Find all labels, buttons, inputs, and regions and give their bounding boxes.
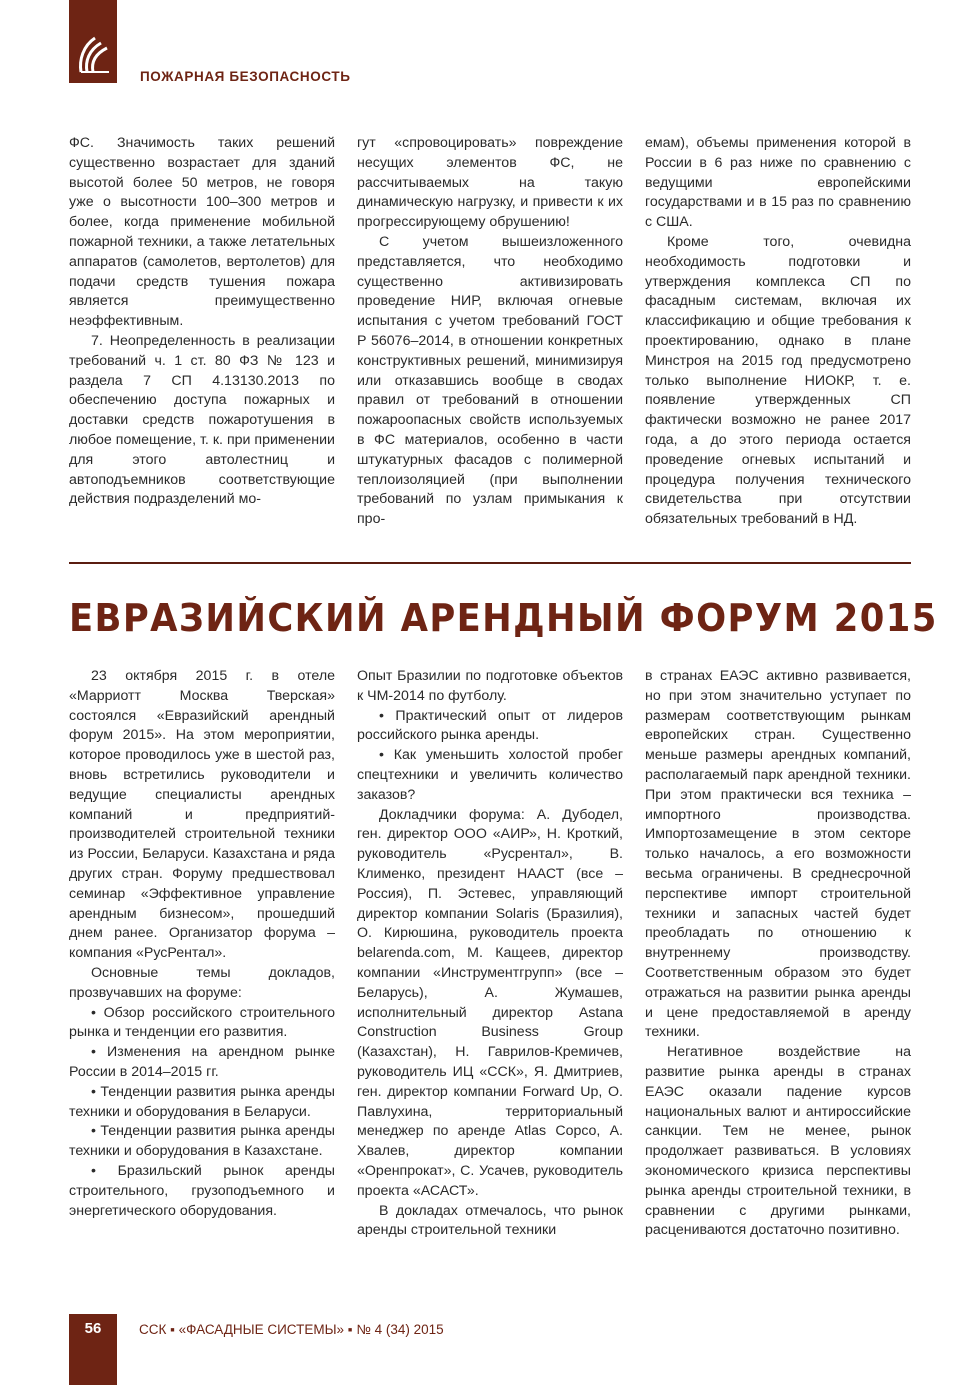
- paragraph: ФС. Значимость таких решений существенно возрастает для зданий высотой более 50 метров, не говоря уже о высотности 100–300 метров и более, когда применение мобильной пожарной техники, а также летательных аппаратов (самолетов, вертолетов) для подачи средств тушения пожара является преимущественно неэффективным.: [69, 135, 335, 330]
- bullet-item: • Тенденции развития рынка аренды техники и оборудования в Казахстане.: [69, 1123, 335, 1160]
- paragraph: гут «спровоцировать» повреждение несущих элементов ФС, не рассчитываемых на такую динамическую нагрузку, и привести к их прогрессирующему обрушению!: [357, 135, 623, 231]
- publication-info: ССК ▪ «ФАСАДНЫЕ СИСТЕМЫ» ▪ № 4 (34) 2015: [139, 1322, 444, 1337]
- top-article-columns: [69, 134, 911, 530]
- paragraph: емам), объемы применения которой в России в 6 раз ниже по сравнению с ведущими европейскими государствами и в 15 раз по сравнению с США.: [645, 135, 911, 231]
- article-column-1: [69, 667, 335, 1241]
- section-label: ПОЖАРНАЯ БЕЗОПАСНОСТЬ: [140, 69, 351, 84]
- bullet-item: • Тенденции развития рынка аренды техники и оборудования в Беларуси.: [69, 1083, 335, 1120]
- paragraph: Негативное воздействие на развитие рынка аренды в странах ЕАЭС оказали падение курсов национальных валют и антироссийские санкции. Тем не менее, рынок продолжает развиваться. В условиях экономического кризиса перспективы рынка аренды строительной техники, в сравнении с другими рынками, расцениваются достаточно позитивно.: [645, 1044, 911, 1239]
- article-column-3: [645, 667, 911, 1241]
- paragraph: в странах ЕАЭС активно развивается, но при этом значительно уступает по размерам соответствующим рынкам европейских стран. Существенно меньше размеры арендных компаний, располагаемый парк арендной техники. При этом практически вся техника – импортного производства. Импортозамещение в этом секторе только началось, а его возможности весьма ограничены. В среднесрочной перспективе импорт строительной техники и запасных частей будет преобладать по отношению к внутреннему производству. Соответственным образом это будет отражаться на развитии рынка аренды и цене предоставляемой в аренду техники.: [645, 668, 911, 1041]
- paragraph: 7. Неопределенность в реализации требований ч. 1 ст. 80 ФЗ № 123 и раздела 7 СП 4.13130.2013 по обеспечению доступа пожарных и доставки средств пожаротушения в любое помещение, т. к. при применении для этого автолестниц и автоподъемников соответствующие действия подразделений мо-: [69, 332, 335, 508]
- article-title: ЕВРАЗИЙСКИЙ АРЕНДНЫЙ ФОРУМ 2015: [69, 596, 938, 640]
- bullet-item: • Как уменьшить холостой пробег спецтехники и увеличить количество заказов?: [357, 747, 623, 803]
- paragraph: Кроме того, очевидна необходимость подготовки и утверждения комплекса СП по фасадным системам, включая их классификацию и общие требования к проектированию, однако в плане Минстроя на 2015 год предусмотрено только выполнение НИОКР, т. е. появление утвержденных СП фактически возможно не ранее 2017 года, а до этого периода остается проведение огневых испытаний и процедура получения технического свидетельства при отсутствии обязательных требований в НД.: [645, 233, 911, 528]
- top-column-2: [357, 134, 623, 530]
- paragraph: С учетом вышеизложенного представляется, что необходимо существенно активизировать проведение НИР, включая огневые испытания с учетом требований ГОСТ Р 56076–2014, в отношении конкретных конструктивных решений, минимизируя или отказавшись вообще в сводах правил от требований в отношении пожароопасных свойств используемых в ФС материалов, особенно в части штукатурных фасадов с полимерной теплоизоляцией (при выполнении требований по узлам примыкания к про-: [357, 233, 623, 528]
- top-column-1: [69, 134, 335, 530]
- paragraph: Докладчики форума: А. Дубодел, ген. директор ООО «АИР», Н. Кроткий, руководитель «Русрентал», В. Клименко, президент НААСТ (все – Россия), П. Эстевес, управляющий директор компании Solaris (Бразилия), О. Кирюшина, руководитель проекта belarenda.com, М. Кащеев, директор компании «Инструментгрупп» (все – Беларусь), А. Жумашев, исполнительный директор Astana Construction Business Group (Казахстан), Н. Гаврилов-Кремичев, руководитель ИЦ «ССК», Я. Дмитриев, ген. директор компании Forward Up, О. Павлухина, территориальный менеджер по аренде Atlas Copco, А. Хвалев, директор компании «Оренпрокат», С. Усачев, руководитель проекта «АСАСТ».: [357, 806, 623, 1199]
- facade-logo-icon: [75, 34, 113, 76]
- top-column-3: [645, 134, 911, 530]
- bullet-item: • Изменения на арендном рынке России в 2014–2015 гг.: [69, 1044, 335, 1080]
- page-number: 56: [84, 1320, 102, 1337]
- paragraph: Основные темы докладов, прозвучавших на форуме:: [69, 964, 335, 1001]
- paragraph: 23 октября 2015 г. в отеле «Марриотт Москва Тверская» состоялся «Евразийский арендный форум 2015». На этом мероприятии, которое проводилось уже в шестой раз, вновь встретились руководители и ведущие специалисты арендных компаний и предприятий-производителей строительной техники из России, Беларуси. Казахстана и ряда других стран. Форуму предшествовал семинар «Эффективное управление арендным бизнесом», прошедший днем ранее. Организатор форума – компания «РусРентал».: [69, 668, 335, 962]
- bullet-item: • Обзор российского строительного рынка и тенденции его развития.: [69, 1004, 335, 1041]
- bullet-item: • Бразильский рынок аренды строительного, грузоподъемного и энергетического оборудования.: [69, 1162, 335, 1219]
- paragraph: В докладах отмечалось, что рынок аренды строительной техники: [357, 1202, 623, 1239]
- section-divider: [69, 562, 911, 564]
- bullet-item: • Практический опыт от лидеров российского рынка аренды.: [357, 707, 623, 744]
- article-column-2: [357, 667, 623, 1241]
- footer-block: [69, 1314, 117, 1385]
- article-columns: [69, 667, 911, 1241]
- brand-block: [69, 0, 117, 83]
- paragraph: Опыт Бразилии по подготовке объектов к ЧМ-2014 по футболу.: [357, 668, 623, 704]
